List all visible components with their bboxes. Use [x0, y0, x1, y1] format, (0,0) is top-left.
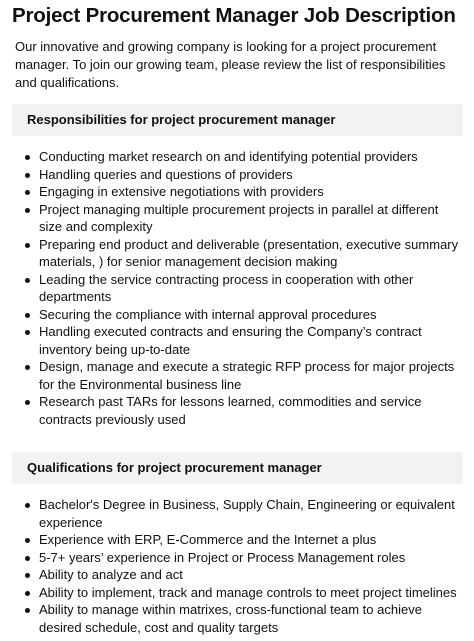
intro-paragraph: Our innovative and growing company is looking for a project procurement manager. To join our growing team, please review the list of responsibilities and qualifications.: [15, 39, 446, 90]
list-item-text: Preparing end product and deliverable (presentation, executive summary materials, ) for senior management decision making: [39, 236, 459, 269]
list-item-text: Conducting market research on and identifying potential providers: [39, 149, 418, 164]
list-item: [12, 271, 463, 306]
list-item: [12, 496, 463, 531]
bullet-icon: [25, 173, 30, 178]
list-item-text: Engaging in extensive negotiations with providers: [39, 184, 324, 199]
list-item-text: Handling queries and questions of providers: [39, 166, 293, 182]
list-item: [12, 601, 463, 636]
list-item: [12, 531, 463, 549]
list-item: [12, 148, 463, 166]
bullet-icon: [25, 538, 30, 543]
list-item-text: Handling executed contracts and ensuring the Company’s contract inventory being up-to-date: [39, 324, 422, 357]
bullet-icon: [25, 591, 30, 596]
bullet-icon: [25, 556, 30, 561]
list-item: [12, 584, 463, 602]
bullet-icon: [25, 208, 30, 213]
page-title: Project Procurement Manager Job Description: [12, 4, 456, 27]
responsibilities-list: [12, 148, 463, 428]
list-item: [12, 566, 463, 584]
bullet-icon: [25, 400, 30, 405]
list-item: [12, 306, 463, 324]
list-item-text: 5-7+ years’ experience in Project or Process Management roles: [39, 549, 406, 565]
bullet-icon: [25, 608, 30, 613]
bullet-icon: [25, 573, 30, 578]
bullet-icon: [25, 365, 30, 370]
list-item-text: Ability to analyze and act: [39, 567, 183, 582]
list-item-text: Experience with ERP, E-Commerce and the Internet a plus: [39, 532, 377, 547]
bullet-icon: [25, 155, 30, 160]
bullet-icon: [25, 278, 30, 283]
list-item: [12, 358, 463, 393]
list-item: [12, 183, 463, 201]
responsibilities-header: Responsibilities for project procurement manager: [12, 104, 463, 136]
bullet-icon: [25, 503, 30, 508]
list-item-text: Securing the compliance with internal approval procedures: [39, 306, 377, 322]
list-item: [12, 323, 463, 358]
list-item-text: Design, manage and execute a strategic RFP process for major projects for the Environmental business line: [39, 359, 455, 392]
list-item-text: Research past TARs for lessons learned, commodities and service contracts previously used: [39, 394, 422, 427]
list-item: [12, 166, 463, 184]
qualifications-header: Qualifications for project procurement manager: [12, 452, 463, 484]
bullet-icon: [25, 190, 30, 195]
list-item: [12, 236, 463, 271]
list-item-text: Ability to implement, track and manage controls to meet project timelines: [39, 584, 457, 600]
bullet-icon: [25, 313, 30, 318]
list-item: [12, 393, 463, 428]
list-item-text: Ability to manage within matrixes, cross-functional team to achieve desired schedule, cost and quality targets: [39, 602, 422, 635]
bullet-icon: [25, 243, 30, 248]
list-item: [12, 549, 463, 567]
section-spacer: [12, 428, 463, 440]
list-item-text: Bachelor's Degree in Business, Supply Chain, Engineering or equivalent experience: [39, 497, 455, 530]
qualifications-list: [12, 496, 463, 636]
list-item-text: Leading the service contracting process in cooperation with other departments: [39, 271, 414, 304]
bullet-icon: [25, 330, 30, 335]
list-item: [12, 201, 463, 236]
list-item-text: Project managing multiple procurement projects in parallel at different size and complexity: [39, 201, 439, 234]
